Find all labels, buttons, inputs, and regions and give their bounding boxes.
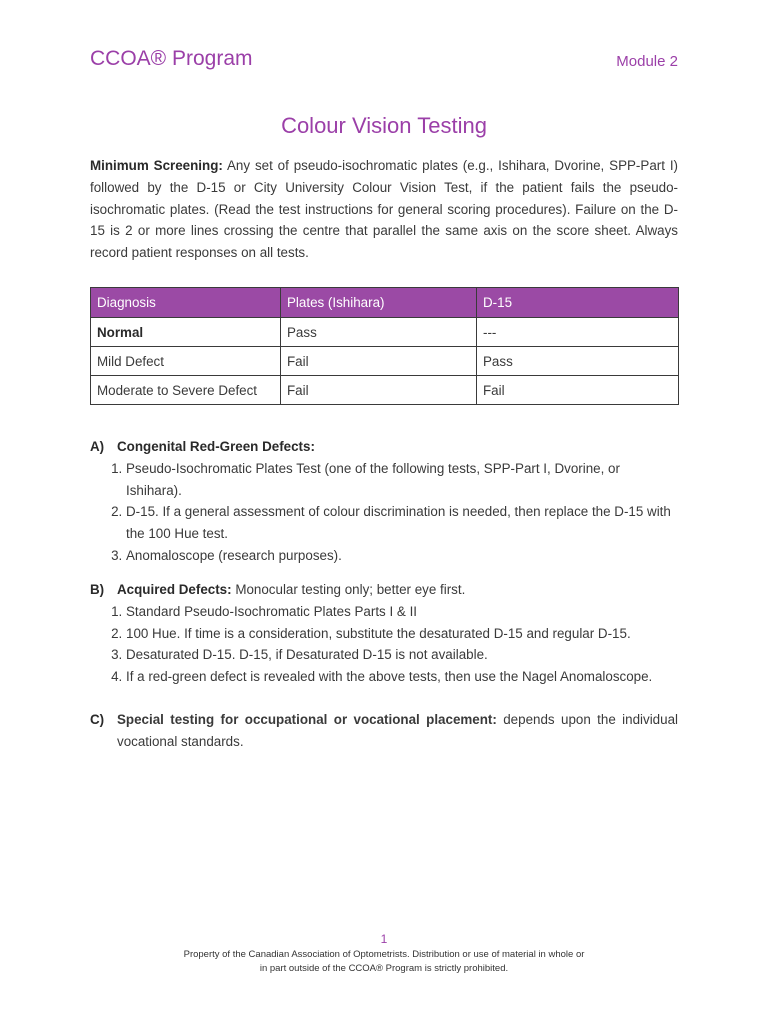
- section-b-heading: B) Acquired Defects: Monocular testing only; better eye first.: [90, 582, 466, 597]
- table-cell: Fail: [281, 347, 477, 376]
- list-item: 3. Desaturated D-15. D-15, if Desaturated D-15 is not available.: [126, 644, 678, 666]
- page-footer: [0, 932, 768, 976]
- table-header-cell: Diagnosis: [91, 288, 281, 318]
- table-cell: Pass: [477, 347, 679, 376]
- list-item: 2. D-15. If a general assessment of colour discrimination is needed, then replace the D-15 with the 100 Hue test.: [126, 501, 678, 545]
- table-cell: Normal: [91, 318, 281, 347]
- list-item: 2. 100 Hue. If time is a consideration, substitute the desaturated D-15 and regular D-15.: [126, 623, 678, 645]
- table-header-cell: Plates (Ishihara): [281, 288, 477, 318]
- table-cell: Fail: [281, 376, 477, 405]
- section-c-heading: Special testing for occupational or vocational placement:: [117, 712, 497, 727]
- section-b: [90, 579, 678, 688]
- intro-label: Minimum Screening:: [90, 158, 223, 173]
- list-item: 1. Pseudo-Isochromatic Plates Test (one of the following tests, SPP-Part I, Dvorine, or Ishihara).: [126, 458, 678, 502]
- table-cell: Fail: [477, 376, 679, 405]
- table-header-row: [91, 288, 679, 318]
- section-b-list: [90, 601, 678, 688]
- diagnosis-table: [90, 287, 679, 405]
- header-module: Module 2: [616, 53, 678, 70]
- table-header-cell: D-15: [477, 288, 679, 318]
- list-item: 3. Anomaloscope (research purposes).: [126, 545, 678, 567]
- page-number: 1: [380, 932, 388, 946]
- table-row: [91, 376, 679, 405]
- section-c-paragraph: C) Special testing for occupational or vocational placement: depends upon the individual vocational standards.: [90, 712, 678, 749]
- table-row: [91, 318, 679, 347]
- intro-text: Any set of pseudo-isochromatic plates (e.g., Ishihara, Dvorine, SPP-Part I) followed by the D-15 or City University Colour Vision Test, if the patient fails the pseudo-isochromatic plates. (Read the test instructions for general scoring procedures). Failure on the D-15 is 2 or more lines crossing the centre that parallel the same axis on the score sheet. Always record patient responses on all tests.: [90, 158, 678, 261]
- list-item: 4. If a red-green defect is revealed with the above tests, then use the Nagel Anomaloscope.: [126, 666, 678, 688]
- table-row: [91, 347, 679, 376]
- list-item: 1. Standard Pseudo-Isochromatic Plates Parts I & II: [126, 601, 678, 623]
- section-a-list: [90, 458, 678, 567]
- table-cell: Pass: [281, 318, 477, 347]
- section-a: [90, 436, 678, 567]
- intro-paragraph: [90, 155, 678, 264]
- header-program: CCOA® Program: [90, 47, 253, 70]
- section-c-text: depends upon the individual vocational standards.: [117, 712, 678, 749]
- page-title: Colour Vision Testing: [281, 113, 487, 138]
- section-a-heading: A) Congenital Red-Green Defects:: [90, 439, 315, 454]
- table-cell: Mild Defect: [91, 347, 281, 376]
- section-c: [90, 709, 678, 753]
- table-cell: ---: [477, 318, 679, 347]
- legal-notice: Property of the Canadian Association of Optometrists. Distribution or use of material in whole or in part outside of the CCOA® Program is strictly prohibited.: [183, 949, 585, 974]
- table-cell: Moderate to Severe Defect: [91, 376, 281, 405]
- section-b-note: Monocular testing only; better eye first.: [231, 582, 466, 597]
